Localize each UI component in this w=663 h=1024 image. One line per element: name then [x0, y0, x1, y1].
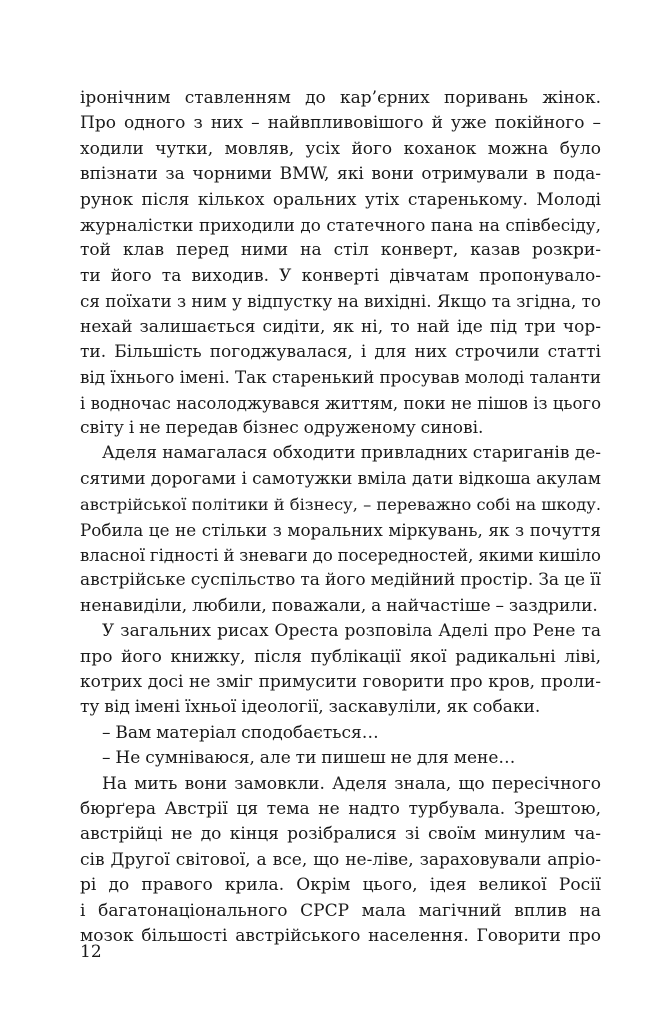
text-line: впізнати за чорними BMW, які вони отримували в пода-: [80, 164, 601, 185]
text-line: бюрґера Австрії ця тема не надто турбувала. Зрештою,: [80, 798, 601, 819]
page-number: 12: [80, 942, 102, 962]
body-text: [80, 86, 601, 949]
text-line: мозок більшості австрійського населення. Говорити про: [80, 925, 601, 946]
text-line: Аделя намагалася обходити привладних стариганів де-: [102, 443, 601, 464]
text-line: світу і не передав бізнес одруженому синові.: [80, 418, 484, 439]
text-line: Про одного з них – найвпливовішого й уже покійного –: [80, 113, 601, 134]
text-line: ся поїхати з ним у відпустку на вихідні. Якщо та згідна, то: [80, 291, 601, 312]
text-line: – Не сумніваюся, але ти пишеш не для мене…: [102, 748, 516, 769]
text-line: і багатонаціонального СРСР мала магічний вплив на: [80, 900, 601, 921]
text-line: і водночас насолоджувався життям, поки не пішов із цього: [80, 393, 601, 413]
text-line: ненавиділи, любили, поважали, а найчастіше – заздрили.: [80, 595, 598, 616]
text-line: ти його та виходив. У конверті дівчатам пропонувало-: [80, 265, 601, 286]
text-line: ти. Більшість погоджувалася, і для них строчили статті: [80, 341, 601, 362]
text-line: сятими дорогами і самотужки вміла дати відкоша акулам: [80, 468, 601, 489]
text-line: австрійської політики й бізнесу, – переважно собі на шкоду.: [80, 495, 601, 515]
text-line: той клав перед ними на стіл конверт, казав розкри-: [80, 240, 601, 261]
text-line: На мить вони замовкли. Аделя знала, що пересічного: [102, 773, 601, 794]
text-line: Робила це не стільки з моральних міркувань, як з почуття: [80, 519, 601, 540]
text-line: ту від імені їхньої ідеології, заскавуліли, як собаки.: [80, 697, 541, 718]
text-line: нехай залишається сидіти, як ні, то най іде під три чор-: [80, 316, 601, 337]
text-line: від їхнього імені. Так старенький просував молоді таланти: [80, 367, 601, 388]
text-line: австрійці не до кінця розібралися зі своїм минулим ча-: [80, 824, 601, 845]
text-line: – Вам матеріал сподобається…: [102, 722, 379, 743]
text-line: про його книжку, після публікації якої радикальні ліві,: [80, 646, 601, 667]
text-line: австрійське суспільство та його медійний простір. За це її: [80, 570, 601, 591]
text-line: сів Другої світової, а все, що не-ліве, зараховували апріо-: [80, 849, 601, 870]
text-line: рі до правого крила. Окрім цього, ідея великої Росії: [80, 875, 601, 896]
text-line: журналістки приходили до статечного пана на співбесіду,: [80, 214, 601, 235]
text-line: У загальних рисах Ореста розповіла Аделі про Рене та: [102, 621, 601, 642]
text-line: рунок після кількох оральних утіх старенькому. Молоді: [80, 189, 601, 210]
text-line: іронічним ставленням до кар’єрних поривань жінок.: [80, 88, 601, 108]
text-line: ходили чутки, мовляв, усіх його коханок можна було: [80, 138, 601, 159]
text-line: власної гідності й зневаги до посередностей, якими кишіло: [80, 546, 601, 566]
text-line: котрих досі не зміг примусити говорити про кров, проли-: [80, 671, 601, 692]
